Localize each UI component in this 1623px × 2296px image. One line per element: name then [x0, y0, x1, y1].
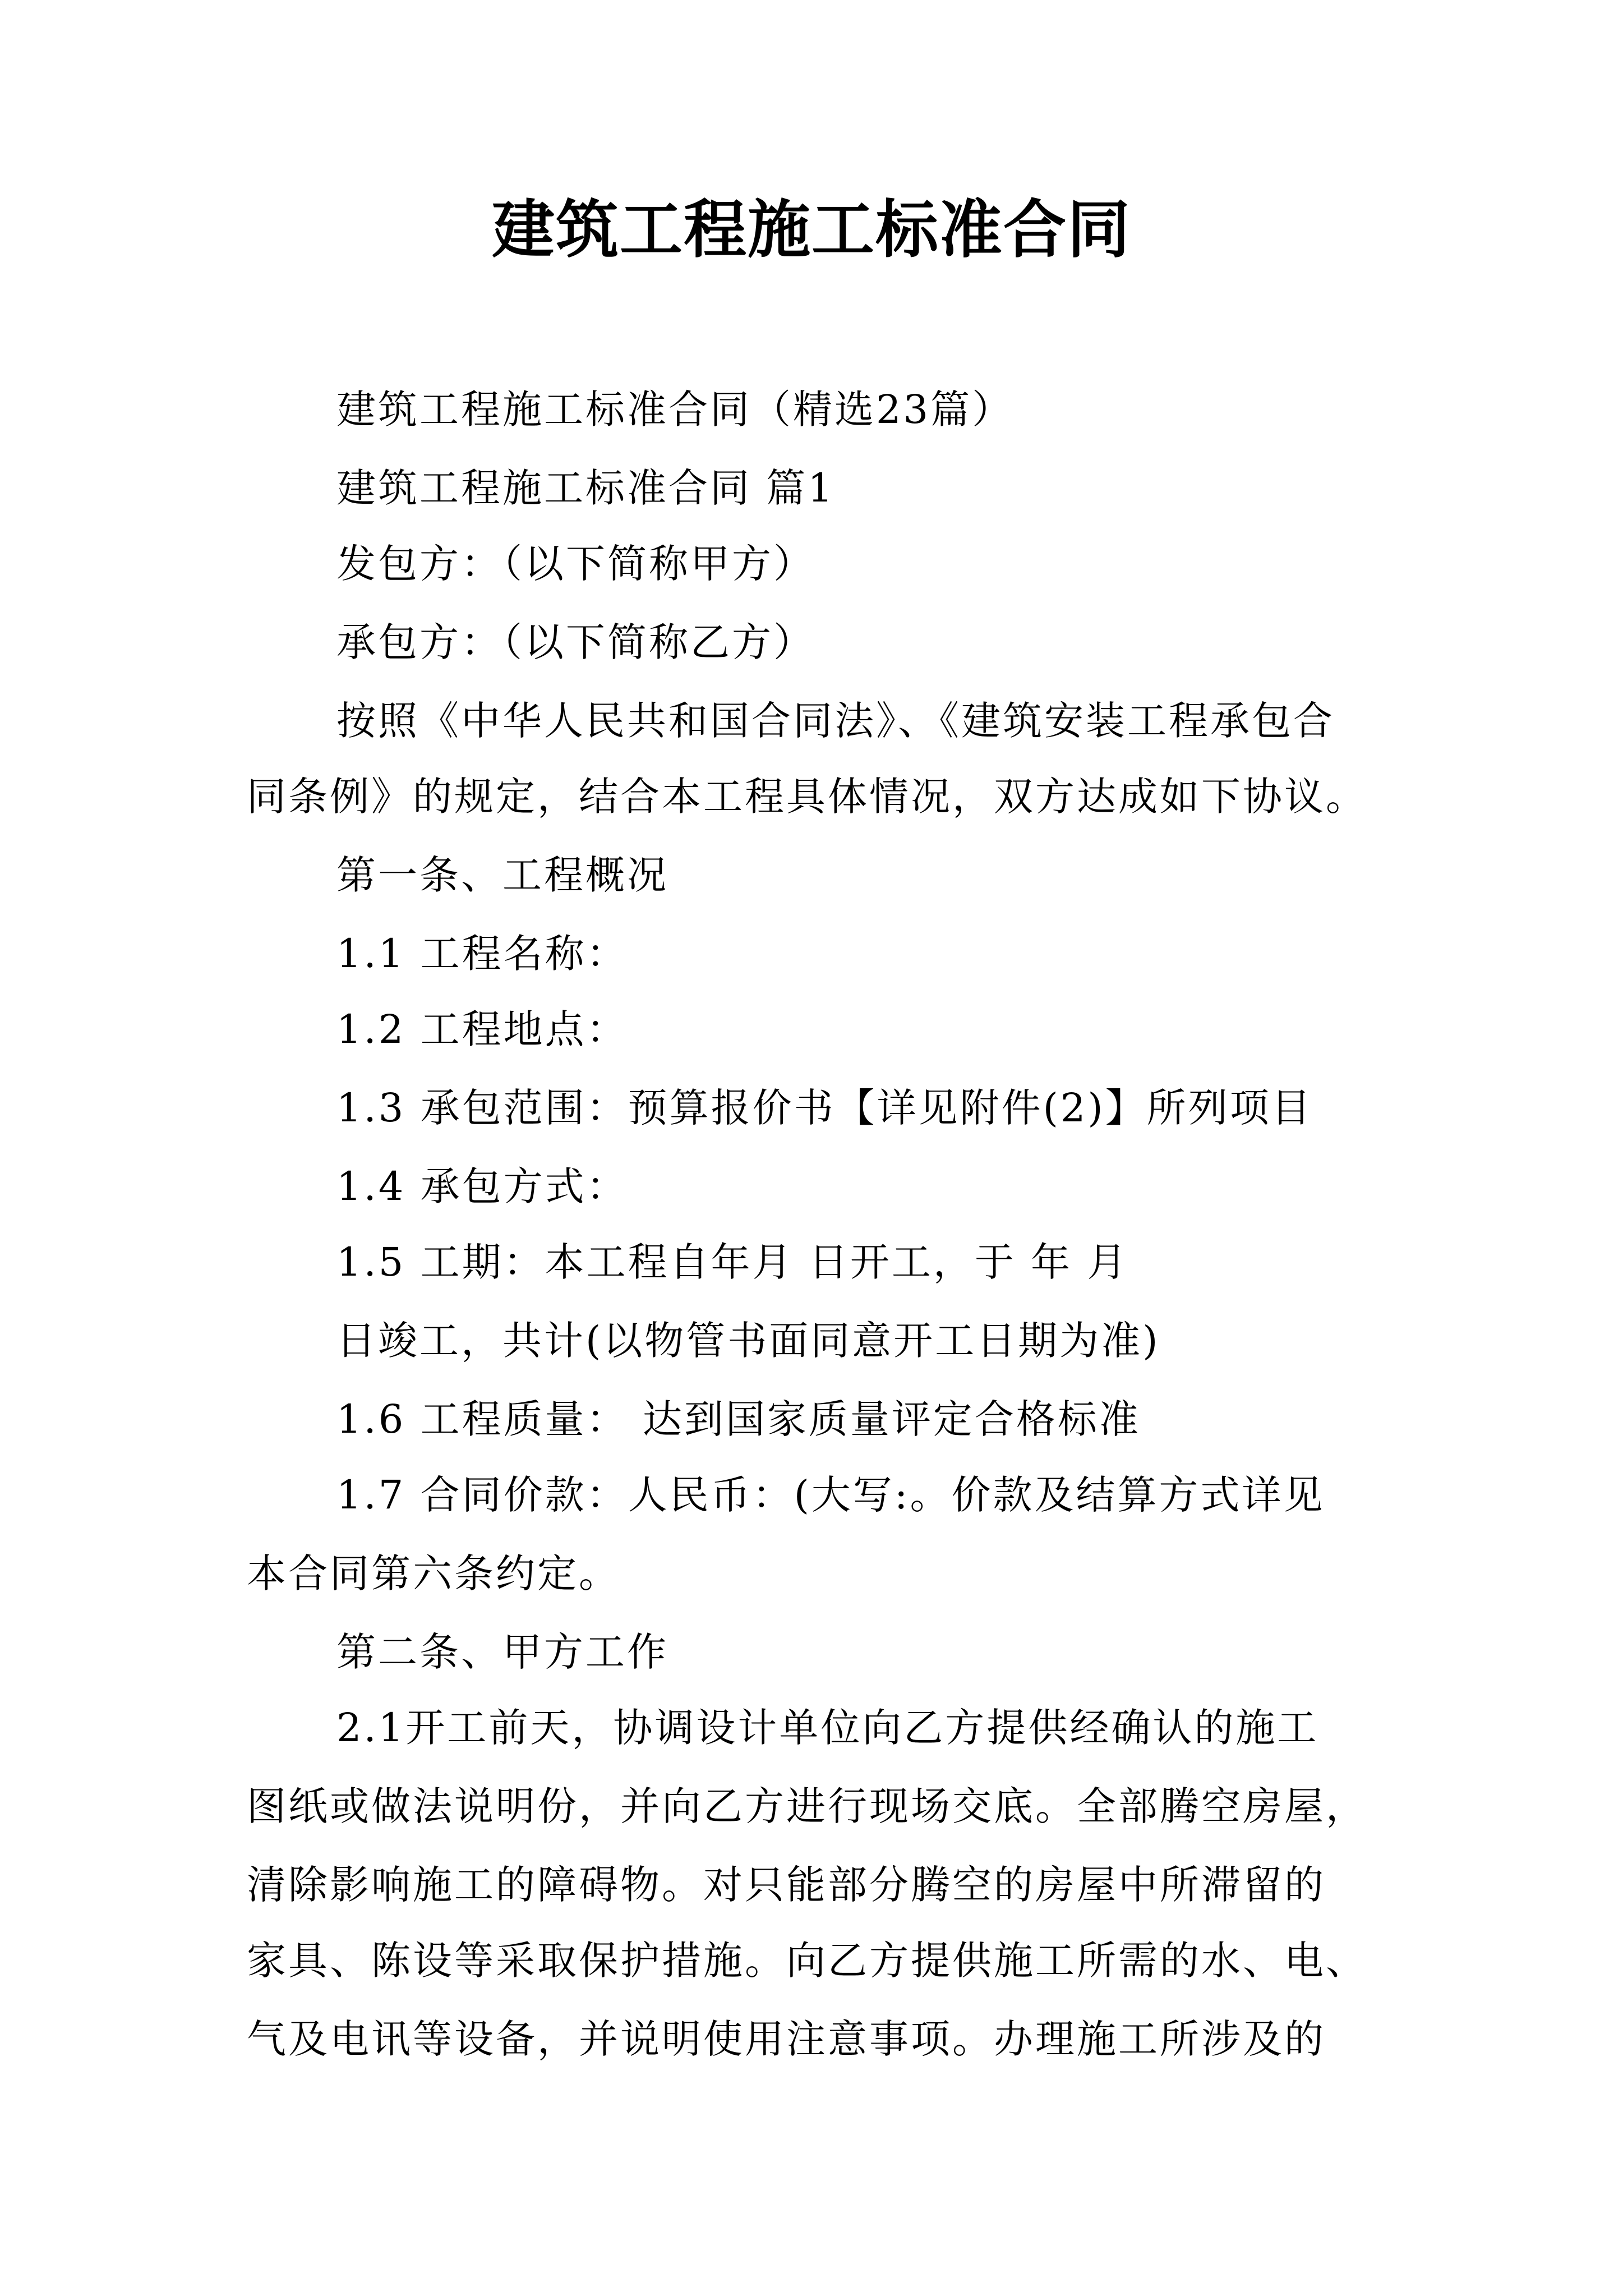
paragraph-line: 1.2 工程地点：: [336, 1006, 628, 1052]
paragraph-line: 气及电讯等设备，并说明使用注意事项。办理施工所涉及的: [247, 2016, 1326, 2062]
paragraph-line: 发包方：（以下简称甲方）: [336, 541, 815, 587]
paragraph-line: 清除影响施工的障碍物。对只能部分腾空的房屋中所滞留的: [247, 1862, 1326, 1908]
paragraph-line: 第二条、甲方工作: [336, 1629, 668, 1675]
paragraph-line: 家具、陈设等采取保护措施。向乙方提供施工所需的水、电、: [247, 1938, 1367, 1984]
paragraph-line: 图纸或做法说明份，并向乙方进行现场交底。全部腾空房屋，: [247, 1783, 1367, 1829]
paragraph-line: 同条例》的规定，结合本工程具体情况，双方达成如下协议。: [247, 774, 1367, 820]
paragraph-line: 建筑工程施工标准合同（精选23篇）: [336, 386, 1014, 432]
paragraph-line: 承包方：（以下简称乙方）: [336, 619, 815, 665]
paragraph-line: 1.5 工期：本工程自年月 日开工，于 年 月: [336, 1239, 1129, 1285]
paragraph-line: 1.6 工程质量： 达到国家质量评定合格标准: [336, 1396, 1141, 1442]
paragraph-line: 1.7 合同价款：人民币：(大写:。价款及结算方式详见: [336, 1472, 1325, 1518]
paragraph-line: 第一条、工程概况: [336, 852, 668, 898]
paragraph-line: 1.1 工程名称：: [336, 931, 628, 977]
paragraph-line: 建筑工程施工标准合同 篇1: [336, 465, 835, 511]
paragraph-line: 日竣工，共计(以物管书面同意开工日期为准): [336, 1318, 1160, 1364]
paragraph-line: 1.3 承包范围：预算报价书【详见附件(2)】所列项目: [336, 1085, 1313, 1131]
paragraph-line: 1.4 承包方式：: [336, 1163, 628, 1209]
paragraph-line: 按照《中华人民共和国合同法》、《建筑安装工程承包合: [336, 698, 1335, 744]
paragraph-line: 本合同第六条约定。: [247, 1550, 620, 1596]
document-title: 建筑工程施工标准合同: [492, 193, 1131, 266]
paragraph-line: 2.1开工前天，协调设计单位向乙方提供经确认的施工: [336, 1705, 1319, 1751]
